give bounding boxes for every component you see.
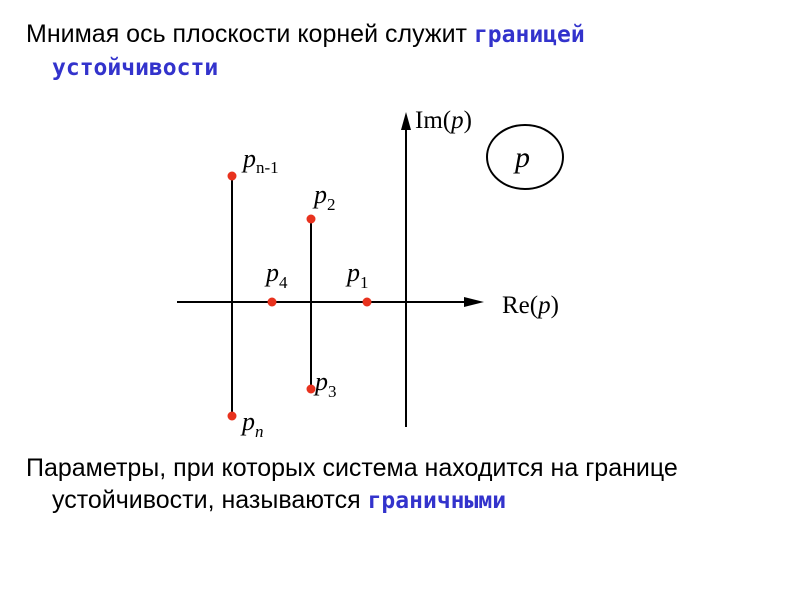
root-label-pn-1: $p_{n-1}$ [243, 144, 279, 177]
top-text-highlight-2: устойчивости [52, 55, 219, 81]
root-label-p1: $p_1$ [347, 258, 369, 292]
bottom-text-line1: Параметры, при которых система находится на границе [26, 454, 678, 482]
top-text-highlight-1: границей [473, 22, 585, 48]
bottom-text-plain: устойчивости, называются [52, 486, 368, 514]
root-label-p3: $p_3$ [315, 367, 337, 401]
root-point-pn-1 [228, 172, 237, 181]
bottom-paragraph [26, 452, 786, 517]
im-axis-label: Im(p) [415, 107, 472, 134]
real-axis-arrow-icon [464, 297, 484, 307]
re-axis-label: Re(p) [502, 292, 559, 319]
root-label-pn: $p_n$ [242, 407, 264, 441]
root-point-pn [228, 412, 237, 421]
bottom-text-highlight: граничными [367, 488, 507, 514]
root-label-p4: $p_4$ [266, 258, 288, 292]
circle-label: p [515, 141, 530, 174]
root-point-p2 [307, 215, 316, 224]
root-point-p1 [363, 298, 372, 307]
root-label-p2: $p_2$ [314, 180, 336, 214]
top-text-plain: Мнимая ось плоскости корней служит [26, 20, 474, 48]
root-point-p4 [268, 298, 277, 307]
imaginary-axis-arrow-icon [401, 112, 411, 130]
